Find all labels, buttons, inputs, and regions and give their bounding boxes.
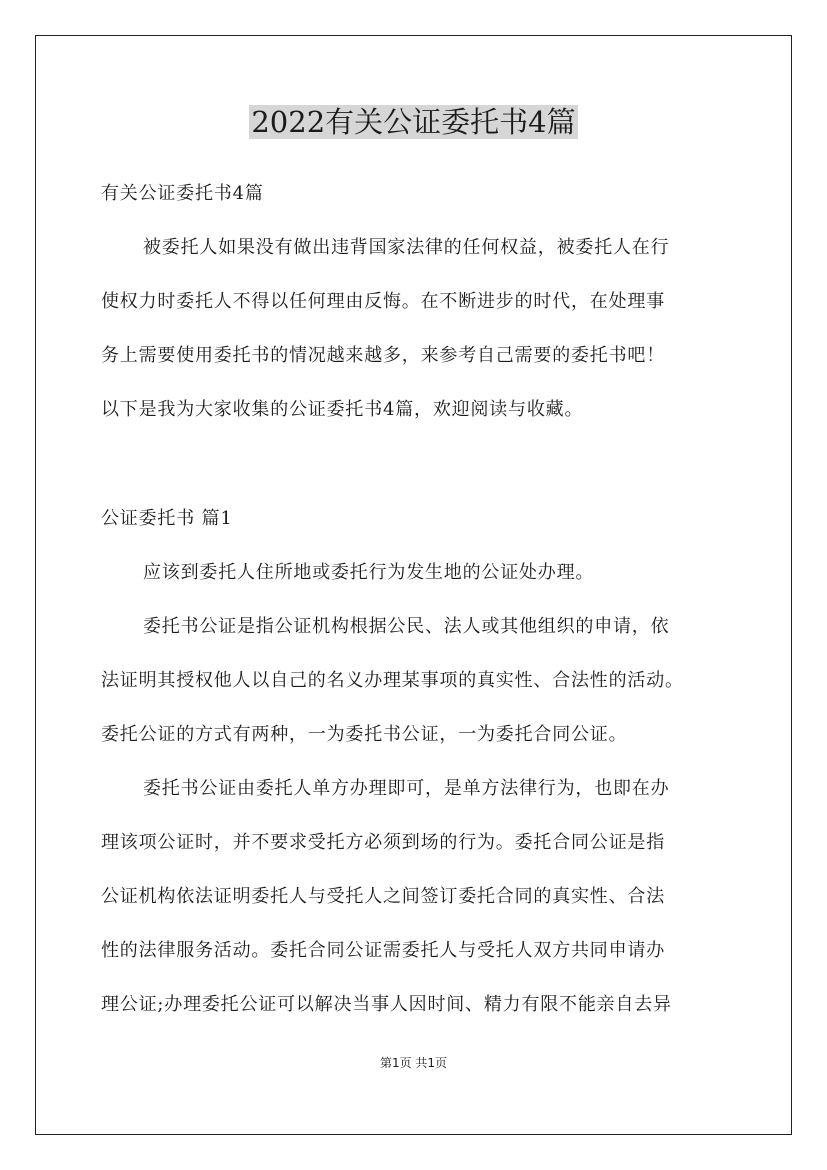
body-line-8: 性的法律服务活动。委托合同公证需委托人与受托人双方共同申请办 (101, 940, 665, 961)
body-line-2: 委托书公证是指公证机构根据公民、法人或其他组织的申请，依 (143, 616, 670, 637)
intro-line-3: 务上需要使用委托书的情况越来越多，来参考自己需要的委托书吧！ (101, 345, 665, 366)
body-line-3: 法证明其授权他人以自己的名义办理某事项的真实性、合法性的活动。 (101, 670, 684, 691)
intro-line-2: 使权力时委托人不得以任何理由反悔。在不断进步的时代，在处理事 (101, 291, 665, 312)
intro-line-1: 被委托人如果没有做出违背国家法律的任何权益，被委托人在行 (143, 237, 670, 258)
intro-line-4: 以下是我为大家收集的公证委托书4篇，欢迎阅读与收藏。 (101, 399, 584, 420)
body-line-1: 应该到委托人住所地或委托行为发生地的公证处办理。 (143, 562, 595, 583)
page-footer: 第1页 共1页 (379, 1056, 448, 1070)
body-line-5: 委托书公证由委托人单方办理即可，是单方法律行为，也即在办 (143, 778, 670, 799)
body-line-6: 理该项公证时，并不要求受托方必须到场的行为。委托合同公证是指 (101, 832, 665, 853)
document-subtitle: 有关公证委托书4篇 (101, 183, 264, 204)
body-line-4: 委托公证的方式有两种，一为委托书公证，一为委托合同公证。 (101, 724, 628, 745)
body-line-9: 理公证;办理委托公证可以解决当事人因时间、精力有限不能亲自去异 (101, 994, 672, 1015)
section-heading: 公证委托书 篇1 (101, 508, 233, 529)
document-title: 2022有关公证委托书4篇 (251, 105, 576, 139)
body-line-7: 公证机构依法证明委托人与受托人之间签订委托合同的真实性、合法 (101, 886, 665, 907)
